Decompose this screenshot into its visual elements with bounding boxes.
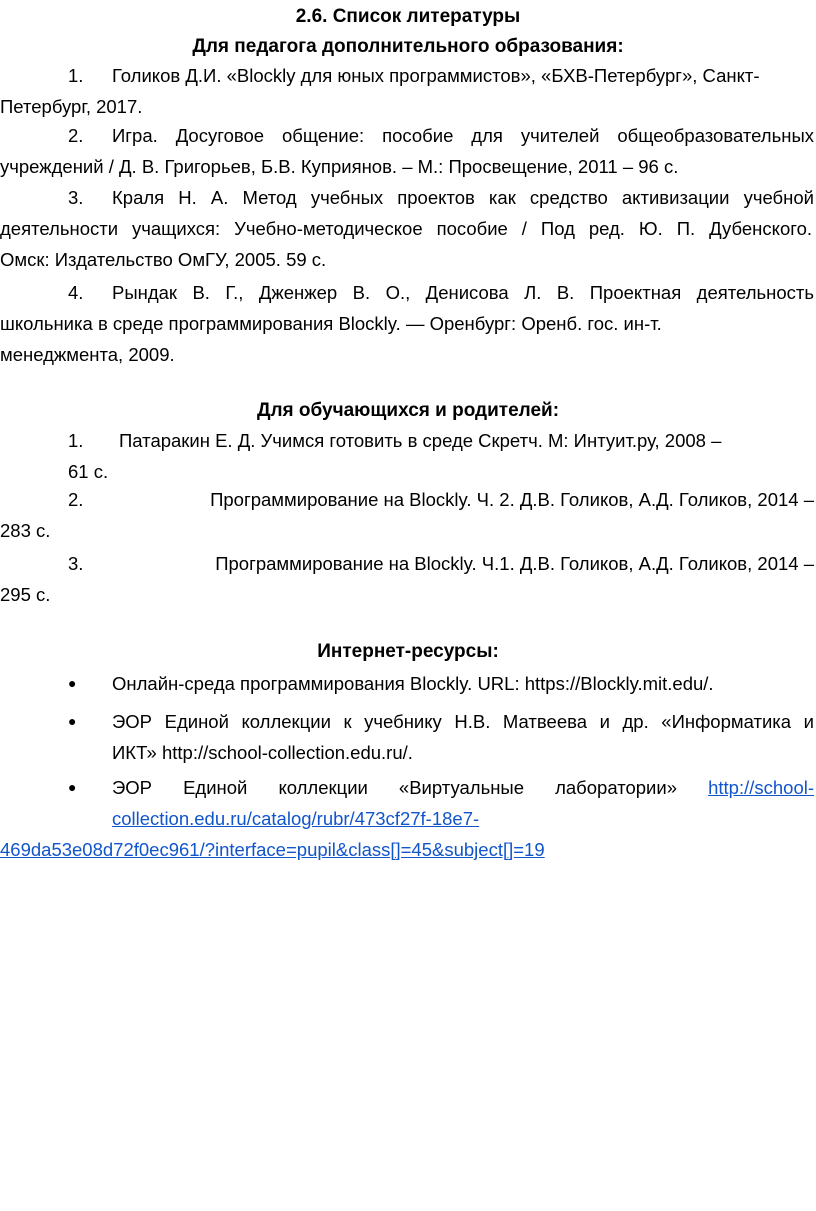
reference-text: 295 с. <box>0 584 51 605</box>
resource-link-continued[interactable]: collection.edu.ru/catalog/rubr/473cf27f-18e7- <box>112 808 480 829</box>
bullet-icon: ● <box>68 779 77 795</box>
student-section-heading: Для обучающихся и родителей: <box>256 400 560 421</box>
student-reference-3 <box>0 548 816 610</box>
reference-number: 3. <box>68 553 84 574</box>
resource-text: ЭОР Единой коллекции «Виртуальные лаборатории» <box>112 777 678 798</box>
reference-text: деятельности учащихся: Учебно-методическое пособие / Под ред. Ю. П. Дубенского. <box>0 218 812 239</box>
reference-number: 1. <box>68 430 84 451</box>
internet-resource-1 <box>0 668 816 699</box>
reference-text: Патаракин Е. Д. Учимся готовить в среде Скретч. М: Интуит.ру, 2008 – <box>119 430 722 451</box>
reference-text: 283 с. <box>0 520 51 541</box>
page-title: 2.6. Список литературы <box>295 6 521 27</box>
student-reference-1 <box>0 425 816 487</box>
reference-number: 2. <box>68 125 84 146</box>
internet-section-heading: Интернет-ресурсы: <box>317 641 499 662</box>
reference-text: школьника в среде программирования Blockly. — Оренбург: Оренб. гос. ин-т. <box>0 313 662 334</box>
reference-text: Петербург, 2017. <box>0 96 143 117</box>
teacher-reference-1 <box>0 60 816 122</box>
internet-resource-2 <box>0 706 816 768</box>
reference-number: 1. <box>68 65 84 86</box>
teacher-reference-3 <box>0 182 816 275</box>
reference-text: 61 с. <box>68 461 109 482</box>
reference-number: 2. <box>68 489 84 510</box>
reference-number: 3. <box>68 187 84 208</box>
teacher-reference-4 <box>0 277 816 370</box>
reference-text: учреждений / Д. В. Григорьев, Б.В. Куприянов. – М.: Просвещение, 2011 – 96 с. <box>0 156 679 177</box>
reference-text: менеджмента, 2009. <box>0 344 175 365</box>
internet-resource-3 <box>0 772 816 865</box>
reference-text: Голиков Д.И. «Blockly для юных программистов», «БХВ-Петербург», Санкт- <box>112 65 760 86</box>
resource-link[interactable]: http://school- <box>708 777 815 798</box>
teacher-section-heading: Для педагога дополнительного образования: <box>192 36 624 57</box>
reference-text: Программирование на Blockly. Ч.1. Д.В. Голиков, А.Д. Голиков, 2014 – <box>215 553 814 574</box>
resource-text: ИКТ» http://school-collection.edu.ru/. <box>112 742 413 763</box>
resource-text: ЭОР Единой коллекции к учебнику Н.В. Матвеева и др. «Информатика и <box>112 711 814 732</box>
reference-text: Омск: Издательство ОмГУ, 2005. 59 с. <box>0 249 327 270</box>
reference-text: Рындак В. Г., Дженжер В. О., Денисова Л. В. Проектная деятельность <box>112 282 814 303</box>
teacher-reference-2 <box>0 120 816 182</box>
reference-number: 4. <box>68 282 84 303</box>
reference-text: Программирование на Blockly. Ч. 2. Д.В. Голиков, А.Д. Голиков, 2014 – <box>210 489 814 510</box>
reference-text: Краля Н. А. Метод учебных проектов как средство активизации учебной <box>112 187 814 208</box>
student-reference-2 <box>0 484 816 546</box>
bullet-icon: ● <box>68 713 77 729</box>
resource-link-continued[interactable]: 469da53e08d72f0ec961/?interface=pupil&class[]=45&subject[]=19 <box>0 839 545 860</box>
reference-text: Игра. Досуговое общение: пособие для учителей общеобразовательных <box>112 125 814 146</box>
bullet-icon: ● <box>68 675 77 691</box>
resource-text: Онлайн-среда программирования Blockly. URL: https://Blockly.mit.edu/. <box>112 673 714 694</box>
